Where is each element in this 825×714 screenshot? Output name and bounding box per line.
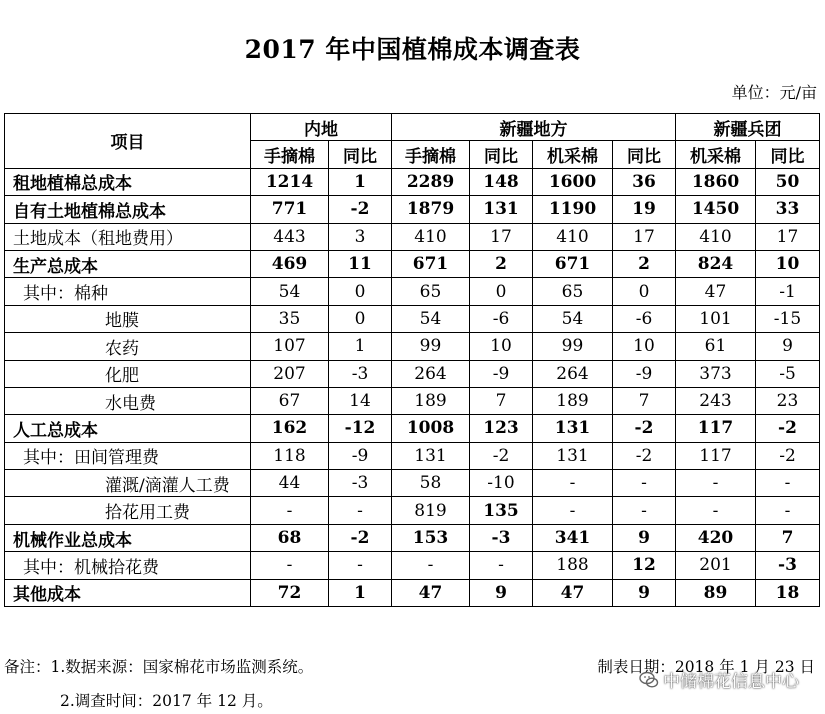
table-cell: 671 bbox=[533, 250, 613, 277]
table-cell: 7 bbox=[613, 387, 676, 414]
table-cell: -9 bbox=[329, 442, 392, 469]
table-cell: 420 bbox=[676, 524, 756, 551]
table-row bbox=[5, 579, 820, 606]
table-cell: - bbox=[613, 470, 676, 497]
unit-label: 单位：元/亩 bbox=[731, 83, 817, 102]
row-label: 机械作业总成本 bbox=[5, 524, 251, 551]
header-subcol: 机采棉 bbox=[676, 141, 756, 168]
header-subcol: 同比 bbox=[470, 141, 533, 168]
table-cell: 54 bbox=[533, 305, 613, 332]
table-cell: 373 bbox=[676, 360, 756, 387]
table-cell: 50 bbox=[756, 168, 820, 195]
table-cell: 7 bbox=[470, 387, 533, 414]
table-cell: - bbox=[533, 497, 613, 524]
table-cell: 162 bbox=[251, 415, 329, 442]
table-cell: 819 bbox=[392, 497, 470, 524]
table-cell: 47 bbox=[533, 579, 613, 606]
table-cell: 0 bbox=[470, 278, 533, 305]
table-cell: 2 bbox=[613, 250, 676, 277]
table-cell: 11 bbox=[329, 250, 392, 277]
table-cell: -2 bbox=[470, 442, 533, 469]
table-cell: -3 bbox=[470, 524, 533, 551]
table-row bbox=[5, 305, 820, 332]
table-cell: 44 bbox=[251, 470, 329, 497]
table-cell: 189 bbox=[392, 387, 470, 414]
table-body bbox=[5, 168, 820, 606]
table-row bbox=[5, 333, 820, 360]
table-cell: 89 bbox=[676, 579, 756, 606]
row-label: 化肥 bbox=[5, 360, 251, 387]
header-subcol: 同比 bbox=[756, 141, 820, 168]
table-cell: 207 bbox=[251, 360, 329, 387]
header-subcol: 机采棉 bbox=[533, 141, 613, 168]
table-cell: 101 bbox=[676, 305, 756, 332]
row-label: 租地植棉总成本 bbox=[5, 168, 251, 195]
table-cell: 35 bbox=[251, 305, 329, 332]
table-cell: 99 bbox=[392, 333, 470, 360]
table-cell: 7 bbox=[756, 524, 820, 551]
table-cell: 671 bbox=[392, 250, 470, 277]
table-cell: 14 bbox=[329, 387, 392, 414]
row-label: 水电费 bbox=[5, 387, 251, 414]
table-cell: 0 bbox=[329, 305, 392, 332]
table-cell: 58 bbox=[392, 470, 470, 497]
watermark bbox=[639, 667, 799, 692]
table-cell: 99 bbox=[533, 333, 613, 360]
wechat-icon bbox=[639, 670, 659, 690]
table-cell: 131 bbox=[470, 196, 533, 223]
made-date: 制表日期：2018 年 1 月 23 日 bbox=[597, 658, 815, 676]
table-cell: 9 bbox=[470, 579, 533, 606]
table-cell: 10 bbox=[613, 333, 676, 360]
table-cell: 443 bbox=[251, 223, 329, 250]
table-cell: 1 bbox=[329, 168, 392, 195]
table-cell: 18 bbox=[756, 579, 820, 606]
table-cell: 2289 bbox=[392, 168, 470, 195]
table-cell: 10 bbox=[470, 333, 533, 360]
table-cell: 824 bbox=[676, 250, 756, 277]
header-group-inland: 内地 bbox=[251, 114, 392, 141]
table-cell: 12 bbox=[613, 552, 676, 579]
table-cell: - bbox=[470, 552, 533, 579]
table-cell: - bbox=[329, 497, 392, 524]
table-cell: -3 bbox=[329, 360, 392, 387]
row-label: 其中：田间管理费 bbox=[5, 442, 251, 469]
table-cell: 1860 bbox=[676, 168, 756, 195]
table-cell: -6 bbox=[470, 305, 533, 332]
table-cell: - bbox=[676, 470, 756, 497]
table-cell: 1190 bbox=[533, 196, 613, 223]
table-cell: -12 bbox=[329, 415, 392, 442]
note-line-2: 2.调查时间：2017 年 12 月。 bbox=[60, 692, 273, 710]
table-cell: 117 bbox=[676, 442, 756, 469]
table-cell: 469 bbox=[251, 250, 329, 277]
table-cell: 54 bbox=[251, 278, 329, 305]
table-cell: 47 bbox=[676, 278, 756, 305]
table-cell: -2 bbox=[756, 415, 820, 442]
table-cell: 72 bbox=[251, 579, 329, 606]
table-cell: 1008 bbox=[392, 415, 470, 442]
table-cell: - bbox=[756, 497, 820, 524]
row-label: 人工总成本 bbox=[5, 415, 251, 442]
table-cell: -2 bbox=[756, 442, 820, 469]
row-label: 地膜 bbox=[5, 305, 251, 332]
table-row bbox=[5, 552, 820, 579]
row-label: 生产总成本 bbox=[5, 250, 251, 277]
table-cell: -2 bbox=[613, 415, 676, 442]
table-row bbox=[5, 278, 820, 305]
table-cell: 264 bbox=[392, 360, 470, 387]
row-label: 灌溉/滴灌人工费 bbox=[5, 470, 251, 497]
table-cell: -9 bbox=[613, 360, 676, 387]
table-cell: 264 bbox=[533, 360, 613, 387]
table-row bbox=[5, 470, 820, 497]
table-row bbox=[5, 524, 820, 551]
table-cell: - bbox=[613, 497, 676, 524]
table-cell: 9 bbox=[756, 333, 820, 360]
table-cell: 135 bbox=[470, 497, 533, 524]
table-cell: 36 bbox=[613, 168, 676, 195]
table-cell: -6 bbox=[613, 305, 676, 332]
table-cell: - bbox=[676, 497, 756, 524]
table-cell: -2 bbox=[329, 196, 392, 223]
table-cell: -9 bbox=[470, 360, 533, 387]
table-cell: -10 bbox=[470, 470, 533, 497]
table-cell: - bbox=[392, 552, 470, 579]
table-cell: 189 bbox=[533, 387, 613, 414]
table-cell: - bbox=[251, 552, 329, 579]
header-item: 项目 bbox=[5, 114, 251, 169]
table-cell: 54 bbox=[392, 305, 470, 332]
table-row bbox=[5, 415, 820, 442]
table-row bbox=[5, 196, 820, 223]
table-cell: - bbox=[251, 497, 329, 524]
table-cell: 65 bbox=[392, 278, 470, 305]
table-row bbox=[5, 387, 820, 414]
table-cell: 1 bbox=[329, 333, 392, 360]
table-cell: 2 bbox=[470, 250, 533, 277]
table-cell: 1450 bbox=[676, 196, 756, 223]
table-cell: 0 bbox=[613, 278, 676, 305]
table-row bbox=[5, 360, 820, 387]
table-cell: 47 bbox=[392, 579, 470, 606]
table-cell: 131 bbox=[533, 415, 613, 442]
table-cell: 131 bbox=[533, 442, 613, 469]
table-cell: 148 bbox=[470, 168, 533, 195]
table-cell: - bbox=[533, 470, 613, 497]
header-subcol: 手摘棉 bbox=[392, 141, 470, 168]
table-cell: 9 bbox=[613, 579, 676, 606]
table-row bbox=[5, 497, 820, 524]
table-cell: 1879 bbox=[392, 196, 470, 223]
table-cell: 65 bbox=[533, 278, 613, 305]
table-cell: 341 bbox=[533, 524, 613, 551]
table-cell: 118 bbox=[251, 442, 329, 469]
watermark-text: 中储棉花信息中心 bbox=[663, 672, 799, 692]
table-cell: 410 bbox=[676, 223, 756, 250]
row-label: 农药 bbox=[5, 333, 251, 360]
table-cell: 1214 bbox=[251, 168, 329, 195]
table-row bbox=[5, 168, 820, 195]
header-subcol: 手摘棉 bbox=[251, 141, 329, 168]
header-subcol: 同比 bbox=[613, 141, 676, 168]
table-cell: 17 bbox=[470, 223, 533, 250]
table-cell: 771 bbox=[251, 196, 329, 223]
table-cell: 410 bbox=[533, 223, 613, 250]
table-cell: 3 bbox=[329, 223, 392, 250]
table-cell: 1600 bbox=[533, 168, 613, 195]
table-cell: 201 bbox=[676, 552, 756, 579]
table-cell: -3 bbox=[329, 470, 392, 497]
table-cell: 188 bbox=[533, 552, 613, 579]
table-cell: 17 bbox=[613, 223, 676, 250]
table-cell: 23 bbox=[756, 387, 820, 414]
table-cell: -2 bbox=[613, 442, 676, 469]
table-cell: 19 bbox=[613, 196, 676, 223]
table-cell: -2 bbox=[329, 524, 392, 551]
table-cell: 243 bbox=[676, 387, 756, 414]
table-cell: 117 bbox=[676, 415, 756, 442]
table-cell: 68 bbox=[251, 524, 329, 551]
cost-table bbox=[4, 113, 820, 607]
page-title: 2017 年中国植棉成本调查表 bbox=[244, 35, 581, 64]
table-cell: 33 bbox=[756, 196, 820, 223]
row-label: 其他成本 bbox=[5, 579, 251, 606]
table-cell: 153 bbox=[392, 524, 470, 551]
row-label: 自有土地植棉总成本 bbox=[5, 196, 251, 223]
table-cell: - bbox=[329, 552, 392, 579]
table-row bbox=[5, 250, 820, 277]
table-cell: -15 bbox=[756, 305, 820, 332]
table-cell: -1 bbox=[756, 278, 820, 305]
row-label: 其中：棉种 bbox=[5, 278, 251, 305]
table-cell: -3 bbox=[756, 552, 820, 579]
row-label: 其中：机械拾花费 bbox=[5, 552, 251, 579]
table-cell: 107 bbox=[251, 333, 329, 360]
table-cell: 1 bbox=[329, 579, 392, 606]
header-group-xinjiang-local: 新疆地方 bbox=[392, 114, 676, 141]
table-row bbox=[5, 223, 820, 250]
header-subcol: 同比 bbox=[329, 141, 392, 168]
table-cell: 0 bbox=[329, 278, 392, 305]
table-cell: -5 bbox=[756, 360, 820, 387]
row-label: 土地成本（租地费用） bbox=[5, 223, 251, 250]
table-cell: 10 bbox=[756, 250, 820, 277]
table-cell: 123 bbox=[470, 415, 533, 442]
table-cell: 131 bbox=[392, 442, 470, 469]
table-cell: 61 bbox=[676, 333, 756, 360]
table-cell: - bbox=[756, 470, 820, 497]
table-row bbox=[5, 442, 820, 469]
table-cell: 9 bbox=[613, 524, 676, 551]
note-line-1: 备注：1.数据来源：国家棉花市场监测系统。 bbox=[4, 658, 314, 676]
row-label: 拾花用工费 bbox=[5, 497, 251, 524]
table-cell: 67 bbox=[251, 387, 329, 414]
table-cell: 17 bbox=[756, 223, 820, 250]
header-group-xinjiang-corps: 新疆兵团 bbox=[676, 114, 820, 141]
table-cell: 410 bbox=[392, 223, 470, 250]
